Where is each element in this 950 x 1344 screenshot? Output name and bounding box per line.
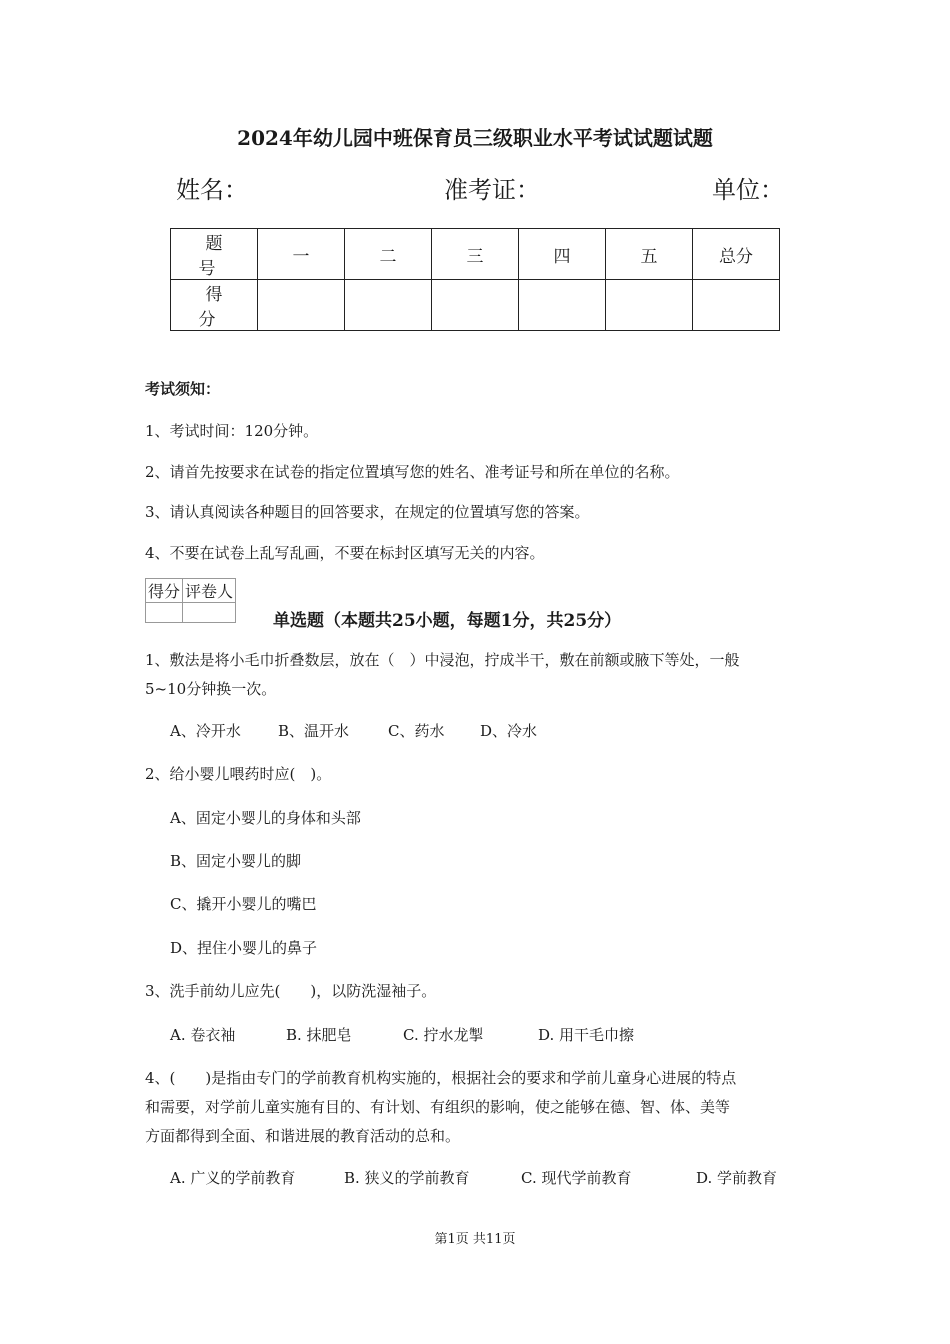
answer-option: A、固定小婴儿的身体和头部	[170, 809, 361, 827]
question-text: 3、洗手前幼儿应先( )，以防洗湿袖子。	[145, 982, 437, 1000]
grader-box	[145, 578, 236, 623]
section-title: 单选题（本题共25小题，每题1分，共25分）	[273, 611, 622, 631]
answer-option: D、冷水	[480, 722, 538, 740]
notice-item: 1、考试时间：120分钟。	[145, 422, 319, 440]
answer-option: C. 拧水龙掣	[403, 1026, 484, 1044]
answer-option: B、固定小婴儿的脚	[170, 852, 302, 870]
grader-score-cell	[146, 603, 183, 623]
column-header: 一	[258, 229, 345, 280]
answer-option: C、撬开小婴儿的嘴巴	[170, 895, 317, 913]
answer-option: B. 狭义的学前教育	[344, 1169, 470, 1187]
score-table	[170, 228, 780, 331]
column-header: 四	[519, 229, 606, 280]
score-cell	[519, 280, 606, 331]
grader-name-label: 评卷人	[183, 579, 236, 603]
score-cell	[258, 280, 345, 331]
name-field-label: 姓名：	[176, 176, 248, 204]
answer-option: A. 卷衣袖	[170, 1026, 236, 1044]
question-text: 方面都得到全面、和谐进展的教育活动的总和。	[145, 1127, 461, 1145]
notice-item: 4、不要在试卷上乱写乱画，不要在标封区填写无关的内容。	[145, 544, 545, 562]
answer-option: D、捏住小婴儿的鼻子	[170, 939, 318, 957]
answer-option: C. 现代学前教育	[521, 1169, 632, 1187]
score-table-score-row	[171, 280, 780, 331]
grader-score-label: 得分	[146, 579, 183, 603]
question-number-label: 题 号	[171, 229, 258, 280]
notice-item: 3、请认真阅读各种题目的回答要求，在规定的位置填写您的答案。	[145, 503, 590, 521]
question-text: 1、敷法是将小毛巾折叠数层，放在（ ）中浸泡，拧成半干，敷在前额或腋下等处，一般	[145, 651, 740, 669]
question-text: 4、( )是指由专门的学前教育机构实施的，根据社会的要求和学前儿童身心进展的特点	[145, 1069, 737, 1087]
column-header: 总分	[693, 229, 780, 280]
score-cell	[693, 280, 780, 331]
question-text: 和需要，对学前儿童实施有目的、有计划、有组织的影响，使之能够在德、智、体、美等	[145, 1098, 731, 1116]
page-title: 2024年幼儿园中班保育员三级职业水平考试试题试题	[237, 126, 713, 150]
grader-name-cell	[183, 603, 236, 623]
answer-option: B. 抹肥皂	[286, 1026, 352, 1044]
page-footer: 第1页 共11页	[434, 1232, 516, 1247]
score-cell	[345, 280, 432, 331]
answer-option: D. 用干毛巾擦	[538, 1026, 635, 1044]
score-cell	[606, 280, 693, 331]
score-table-header-row	[171, 229, 780, 280]
answer-option: A. 广义的学前教育	[170, 1169, 296, 1187]
score-cell	[432, 280, 519, 331]
question-text: 2、给小婴儿喂药时应( )。	[145, 765, 332, 783]
notice-heading: 考试须知：	[145, 380, 221, 398]
answer-option: C、药水	[388, 722, 445, 740]
question-text: 5~10分钟换一次。	[145, 680, 277, 698]
column-header: 二	[345, 229, 432, 280]
exam-number-field-label: 准考证：	[444, 176, 540, 204]
answer-option: B、温开水	[278, 722, 350, 740]
score-row-label: 得 分	[171, 280, 258, 331]
answer-option: A、冷开水	[170, 722, 241, 740]
unit-field-label: 单位：	[712, 176, 784, 204]
notice-item: 2、请首先按要求在试卷的指定位置填写您的姓名、准考证号和所在单位的名称。	[145, 463, 680, 481]
column-header: 三	[432, 229, 519, 280]
answer-option: D. 学前教育	[696, 1169, 778, 1187]
column-header: 五	[606, 229, 693, 280]
